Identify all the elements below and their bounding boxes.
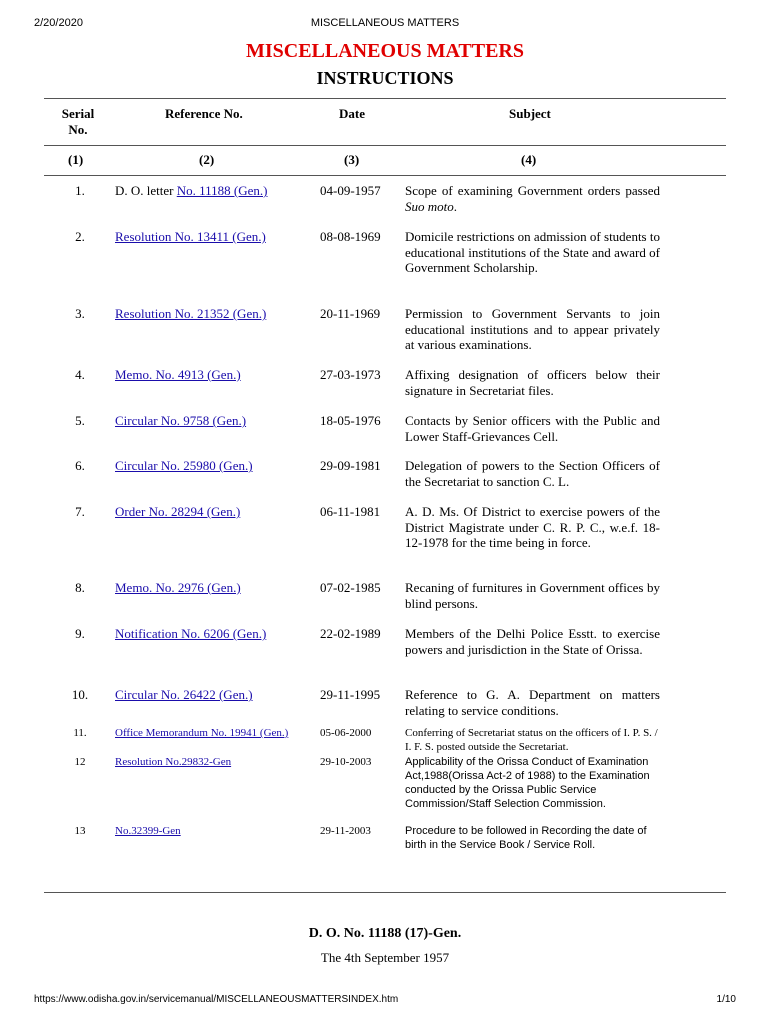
row-8-serial: 8.	[75, 580, 85, 595]
row-11-subject: Conferring of Secretariat status on the officers of I. P. S. / I. F. S. posted outside the Secretariat.	[405, 727, 658, 753]
row-7-reference-link[interactable]: Order No. 28294 (Gen.)	[115, 504, 241, 519]
column-number-rule	[44, 175, 726, 176]
row-10-reference	[115, 687, 295, 703]
col-header-date: Date	[339, 106, 365, 121]
row-4-serial: 4.	[75, 367, 85, 382]
print-date: 2/20/2020	[34, 17, 83, 29]
row-1-subject	[405, 183, 660, 214]
row-1-reference	[115, 183, 295, 199]
row-6-date: 29-09-1981	[320, 458, 381, 473]
row-5-reference	[115, 413, 295, 429]
row-3-date: 20-11-1969	[320, 306, 381, 321]
row-9-date: 22-02-1989	[320, 626, 381, 641]
row-4-reference-link[interactable]: Memo. No. 4913 (Gen.)	[115, 367, 241, 382]
row-13-date: 29-11-2003	[320, 825, 371, 837]
footer-page-number: 1/10	[716, 994, 736, 1005]
header-rule	[44, 145, 726, 146]
col-number-4: (4)	[521, 152, 537, 167]
row-11-date: 05-06-2000	[320, 727, 372, 739]
row-12-reference	[115, 755, 295, 769]
row-9-subject: Members of the Delhi Police Esstt. to exercise powers and jurisdiction in the State of Orissa.	[405, 626, 660, 657]
row-11-serial: 11.	[73, 727, 87, 739]
row-12-serial: 12	[74, 756, 86, 768]
table-bottom-rule	[44, 892, 726, 893]
row-13-reference-link[interactable]: No.32399-Gen	[115, 825, 181, 837]
row-7-subject: A. D. Ms. Of District to exercise powers of the District Magistrate under C. R. P. C., w.e.f. 18-12-1978 for the time being in force.	[405, 504, 660, 550]
row-12-subject: Applicability of the Orissa Conduct of Examination Act,1988(Orissa Act-2 of 1988) to the Examination conducted by the Orissa Public Service Commission/Staff Selection Commission.	[405, 756, 650, 810]
row-4-subject: Affixing designation of officers below their signature in Secretariat files.	[405, 367, 660, 398]
row-10-subject: Reference to G. A. Department on matters relating to service conditions.	[405, 687, 660, 718]
row-1-subject-tail: .	[453, 198, 457, 214]
row-5-reference-link[interactable]: Circular No. 9758 (Gen.)	[115, 413, 247, 428]
page-title: MISCELLANEOUS MATTERS	[245, 40, 525, 62]
col-number-2: (2)	[199, 152, 215, 167]
row-8-subject: Recaning of furnitures in Government offices by blind persons.	[405, 580, 660, 611]
row-9-reference-link[interactable]: Notification No. 6206 (Gen.)	[115, 626, 267, 641]
row-5-date: 18-05-1976	[320, 413, 381, 428]
row-2-reference-link[interactable]: Resolution No. 13411 (Gen.)	[115, 229, 266, 244]
row-7-serial: 7.	[75, 504, 85, 519]
row-10-serial: 10.	[71, 687, 89, 702]
row-6-reference	[115, 458, 295, 474]
row-3-subject: Permission to Government Servants to join educational institutions and to appear privately at various examinations.	[405, 306, 660, 352]
col-header-subject: Subject	[509, 106, 551, 121]
row-5-subject: Contacts by Senior officers with the Public and Lower Staff-Grievances Cell.	[405, 413, 660, 444]
row-1-date: 04-09-1957	[320, 183, 381, 198]
row-13-subject: Procedure to be followed in Recording the date of birth in the Service Book / Service Roll.	[405, 825, 647, 851]
row-12-date: 29-10-2003	[320, 756, 372, 768]
row-8-date: 07-02-1985	[320, 580, 381, 595]
section-title: D. O. No. 11188 (17)-Gen.	[308, 926, 462, 941]
row-4-reference	[115, 367, 295, 383]
row-7-reference	[115, 504, 295, 520]
col-header-reference: Reference No.	[165, 106, 243, 121]
row-1-serial: 1.	[75, 183, 85, 198]
row-2-subject: Domicile restrictions on admission of students to educational institutions of the State and award of Government Scholarship.	[405, 229, 660, 275]
row-9-reference	[115, 626, 295, 642]
section-date: The 4th September 1957	[320, 950, 450, 965]
row-5-serial: 5.	[75, 413, 85, 428]
row-7-date: 06-11-1981	[320, 504, 381, 519]
row-11-reference-link[interactable]: Office Memorandum No. 19941 (Gen.)	[115, 727, 289, 739]
row-11-reference	[115, 726, 290, 740]
row-6-subject: Delegation of powers to the Section Officers of the Secretariat to sanction C. L.	[405, 458, 660, 489]
row-6-reference-link[interactable]: Circular No. 25980 (Gen.)	[115, 458, 253, 473]
row-4-date: 27-03-1973	[320, 367, 381, 382]
row-2-serial: 2.	[75, 229, 85, 244]
row-3-reference	[115, 306, 295, 322]
row-10-date: 29-11-1995	[320, 687, 381, 702]
row-1-reference-link[interactable]: No. 11188 (Gen.)	[176, 183, 268, 198]
row-13-serial: 13	[74, 825, 86, 837]
footer-url: https://www.odisha.gov.in/servicemanual/MISCELLANEOUSMATTERSINDEX.htm	[34, 994, 399, 1005]
page-subtitle: INSTRUCTIONS	[316, 68, 454, 88]
row-1-ref-prefix: D. O. letter	[115, 183, 177, 198]
row-2-reference	[115, 229, 295, 245]
table-top-rule	[44, 98, 726, 99]
row-2-date: 08-08-1969	[320, 229, 381, 244]
row-1-subject-text: Scope of examining Government orders passed	[405, 183, 660, 198]
col-number-1: (1)	[68, 152, 84, 167]
col-header-serial: Serial No.	[61, 106, 95, 137]
row-3-reference-link[interactable]: Resolution No. 21352 (Gen.)	[115, 306, 267, 321]
row-8-reference-link[interactable]: Memo. No. 2976 (Gen.)	[115, 580, 241, 595]
row-6-serial: 6.	[75, 458, 85, 473]
row-8-reference	[115, 580, 295, 596]
print-header-title: MISCELLANEOUS MATTERS	[310, 17, 460, 29]
row-13-reference	[115, 824, 295, 838]
row-10-reference-link[interactable]: Circular No. 26422 (Gen.)	[115, 687, 253, 702]
row-3-serial: 3.	[75, 306, 85, 321]
row-9-serial: 9.	[75, 626, 85, 641]
row-12-reference-link[interactable]: Resolution No.29832-Gen	[115, 756, 232, 768]
row-1-subject-em: Suo moto	[405, 198, 454, 214]
col-number-3: (3)	[344, 152, 360, 167]
